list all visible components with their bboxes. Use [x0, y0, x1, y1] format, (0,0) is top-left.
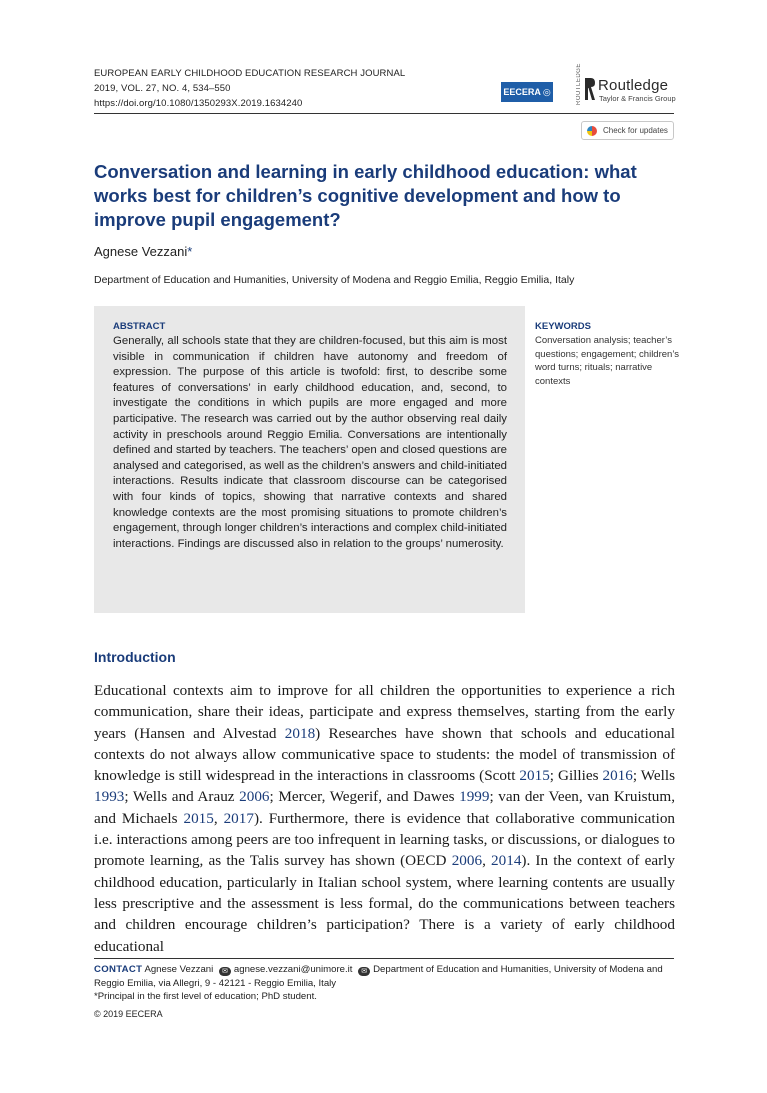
address-icon: ✉	[358, 967, 370, 976]
citation-link[interactable]: 2006	[451, 852, 483, 870]
contact-address: Department of Education and Humanities, University of Modena and Reggio Emilia, via Allegri, 9 - 42121 - Reggio Emilia, Italy	[94, 964, 663, 989]
contact-email[interactable]: agnese.vezzani@unimore.it	[233, 964, 353, 975]
citation-link[interactable]: 2016	[602, 767, 633, 785]
citation-link[interactable]: 2014	[491, 852, 522, 870]
body-text: ; Gillies	[549, 767, 603, 785]
abstract-heading: ABSTRACT	[113, 321, 166, 332]
citation-link[interactable]: 2006	[239, 788, 270, 806]
contact-name: Agnese Vezzani	[144, 964, 214, 975]
routledge-subtitle: Taylor & Francis Group	[599, 94, 676, 103]
footer-divider	[94, 958, 674, 959]
routledge-name: Routledge	[598, 77, 669, 94]
citation-link[interactable]: 2015	[183, 809, 214, 827]
keywords-heading: KEYWORDS	[535, 321, 591, 332]
doi-link[interactable]: https://doi.org/10.1080/1350293X.2019.1634240	[94, 98, 303, 109]
eecera-logo	[501, 82, 553, 102]
keywords-text: Conversation analysis; teacher’s questions; engagement; children’s word turns; rituals; narrative contexts	[535, 335, 680, 387]
header-divider	[94, 113, 674, 114]
author-name: Agnese Vezzani	[94, 244, 188, 259]
email-icon: ✉	[219, 967, 231, 976]
check-updates-button[interactable]	[581, 121, 674, 140]
citation-link[interactable]: 2018	[284, 724, 316, 742]
citation-link[interactable]: 1999	[459, 788, 490, 806]
body-text: ; van der Veen, van Kruistum, and Michaels	[94, 788, 675, 827]
body-text: ,	[213, 809, 224, 827]
body-text: ; Wells	[632, 767, 676, 785]
body-text: ) Researches have shown that schools and educational contexts do not always allow communicative space to students: the model of transmission of knowledge is still widespread in the interactions in classrooms (Scott	[94, 724, 675, 785]
author-footnote-mark[interactable]: *	[187, 244, 193, 259]
citation-link[interactable]: 1993	[94, 788, 125, 806]
journal-info	[94, 66, 405, 111]
contact-footnote	[94, 963, 684, 1004]
abstract-text: Generally, all schools state that they are children-focused, but this aim is most visible in communication if children have autonomy and freedom of expression. The purpose of this article is twofold: first, to describe some features of conversations’ in early childhood education, and, second, to investigate the conditions in which pupils are more engaged and more participative. The research was carried out by the author observing real daily activity in preschools around Reggio Emilia. Conversations are intentionally defined and started by teachers. The teachers’ open and closed questions are analysed and categorised, as well as the children’s answers and child-initiated interactions. Results indicate that classroom discourse can be categorised with four kinds of topics, showing that narrative contexts and shared knowledge contexts are the most promising situations to promote children’s engagement, through longer children’s interactions and complex child-initiated interactions. Findings are discussed also in relation to the groups’ numerosity.	[113, 335, 507, 550]
eecera-ring-icon: ◎	[542, 86, 551, 97]
routledge-logo-icon	[584, 77, 596, 101]
journal-name: EUROPEAN EARLY CHILDHOOD EDUCATION RESEARCH JOURNAL	[94, 68, 406, 79]
citation-link[interactable]: 2017	[223, 809, 254, 827]
body-text: Educational contexts aim to improve for all children the opportunities to experience a rich communication, share their ideas, participate and express themselves, starting from the early years (Hansen and Alvestad	[94, 682, 675, 742]
body-text: ; Mercer, Wegerif, and Dawes	[269, 788, 460, 806]
introduction-paragraph	[94, 680, 675, 957]
citation-link[interactable]: 2015	[519, 767, 550, 785]
contact-label: CONTACT	[94, 964, 143, 975]
body-text: ). In the context of early childhood education, particularly in Italian school system, where learning contents are usually less prescriptive and the assessment is less formal, do the communications between teachers and children encourage children’s participation? There is a variety of early childhood educational	[94, 852, 675, 955]
check-updates-label: Check for updates	[603, 126, 668, 135]
journal-volume: 2019, VOL. 27, NO. 4, 534–550	[94, 83, 231, 94]
author-line	[94, 244, 192, 259]
affiliation: Department of Education and Humanities, University of Modena and Reggio Emilia, Reggio Emilia, Italy	[94, 274, 575, 286]
article-title: Conversation and learning in early childhood education: what works best for children’s cognitive development and how to improve pupil engagement?	[94, 161, 637, 230]
body-text: ; Wells and Arauz	[124, 788, 240, 806]
copyright: © 2019 EECERA	[94, 1009, 163, 1019]
author-note: *Principal in the first level of education; PhD student.	[94, 991, 317, 1003]
routledge-vertical-text: ROUTLEDGE	[576, 63, 582, 105]
body-text: ). Furthermore, there is evidence that collaborative communication i.e. interactions among peers are too infrequent in learning tasks, or discussions, or dialogues to promote learning, as the Talis survey has shown (OECD	[94, 809, 676, 870]
body-text: ,	[482, 852, 492, 870]
crossmark-icon	[587, 126, 597, 136]
eecera-logo-text: EECERA	[503, 87, 541, 97]
introduction-heading: Introduction	[94, 649, 176, 665]
